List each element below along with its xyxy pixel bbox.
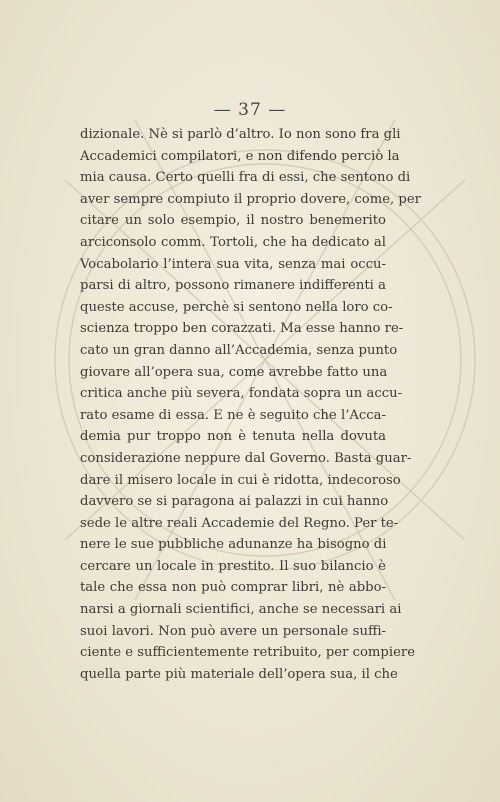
text-line: critica anche più severa, fondata sopra un accu- <box>80 386 403 402</box>
text-line: tale che essa non può comprar libri, nè abbo- <box>80 580 386 596</box>
text-line: dizionale. Nè si parlò d’altro. Io non sono fra gli <box>80 127 401 142</box>
body-text <box>80 124 421 685</box>
text-line: dare il misero locale in cui è ridotta, indecoroso <box>80 472 401 488</box>
text-line: Vocabolario l’intera sua vita, senza mai occu- <box>80 256 386 272</box>
text-line: giovare all’opera sua, come avrebbe fatto una <box>80 364 388 380</box>
text-line: ciente e sufficientemente retribuito, per compiere <box>80 645 415 661</box>
text-line: considerazione neppure dal Governo. Basta guar- <box>80 450 412 466</box>
text-line: aver sempre compiuto il proprio dovere, come, per <box>80 191 421 207</box>
text-line: cercare un locale in prestito. Il suo bilancio è <box>80 558 386 574</box>
text-line: davvero se si paragona ai palazzi in cui hanno <box>80 494 389 510</box>
text-line: arciconsolo comm. Tortoli, che ha dedicato al <box>80 234 386 250</box>
text-line: demia pur troppo non è tenuta nella dovuta <box>80 429 386 445</box>
text-line: Accademici compilatori, e non difendo perciò la <box>80 148 400 164</box>
text-line: citare un solo esempio, il nostro benemerito <box>80 213 386 229</box>
text-line: mia causa. Certo quelli fra di essi, che sentono di <box>80 170 411 186</box>
text-line: suoi lavori. Non può avere un personale suffi- <box>80 623 386 639</box>
text-line: queste accuse, perchè si sentono nella loro co- <box>80 299 393 315</box>
text-line: scienza troppo ben corazzati. Ma esse hanno re- <box>80 321 404 337</box>
text-line: nere le sue pubbliche adunanze ha bisogno di <box>80 537 387 553</box>
text-line: quella parte più materiale dell’opera sua, il che <box>80 666 398 682</box>
text-line: parsi di altro, possono rimanere indifferenti a <box>80 278 386 294</box>
page-number: — 37 — <box>213 100 287 120</box>
text-line: narsi a giornali scientifici, anche se necessari ai <box>80 602 402 618</box>
text-line: rato esame di essa. E ne è seguito che l’Acca- <box>80 407 386 423</box>
text-line: sede le altre reali Accademie del Regno. Per te- <box>80 515 399 531</box>
text-line: cato un gran danno all’Accademia, senza punto <box>80 342 398 358</box>
